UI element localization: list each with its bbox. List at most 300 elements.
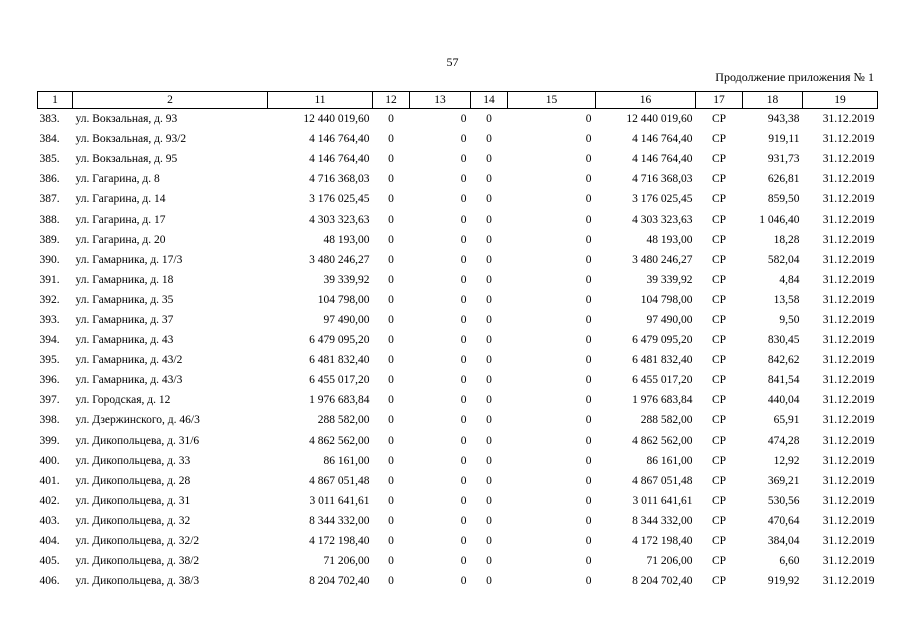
date-col-19: 31.12.2019 <box>822 434 875 447</box>
date-col-19: 31.12.2019 <box>822 575 875 588</box>
value-col-14: 0 <box>486 414 492 427</box>
value-col-18: 369,21 <box>767 474 800 487</box>
value-col-15: 0 <box>585 394 592 407</box>
value-col-16: 48 193,00 <box>646 233 693 246</box>
value-col-13: 0 <box>460 113 467 126</box>
value-col-13: 0 <box>460 213 467 226</box>
value-col-15: 0 <box>585 113 592 126</box>
value-col-11: 97 490,00 <box>323 313 370 326</box>
table-row <box>38 370 878 390</box>
date-col-19: 31.12.2019 <box>822 414 875 427</box>
value-col-18: 842,62 <box>767 354 800 367</box>
table-row <box>38 531 878 551</box>
value-col-14: 0 <box>486 133 492 146</box>
table-row <box>38 189 878 209</box>
address-cell: ул. Вокзальная, д. 93/2 <box>75 133 187 146</box>
address-cell: ул. Гамарника, д. 35 <box>75 293 174 306</box>
address-cell: ул. Гагарина, д. 20 <box>75 233 166 246</box>
value-col-18: 474,28 <box>767 434 800 447</box>
code-col-17: СР <box>711 133 727 146</box>
table-row <box>38 169 878 189</box>
value-col-18: 13,58 <box>773 293 800 306</box>
table-row <box>38 410 878 430</box>
value-col-18: 931,73 <box>767 153 800 166</box>
code-col-17: СР <box>711 313 727 326</box>
table-row <box>38 270 878 290</box>
value-col-16: 3 480 246,27 <box>632 253 693 266</box>
value-col-15: 0 <box>585 193 592 206</box>
table-row <box>38 109 878 130</box>
value-col-18: 841,54 <box>767 374 800 387</box>
value-col-11: 1 976 683,84 <box>309 394 370 407</box>
value-col-13: 0 <box>460 494 467 507</box>
value-col-13: 0 <box>460 434 467 447</box>
code-col-17: СР <box>711 213 727 226</box>
value-col-12: 0 <box>388 474 394 487</box>
value-col-11: 104 798,00 <box>317 293 370 306</box>
value-col-11: 8 344 332,00 <box>309 514 370 527</box>
value-col-16: 6 481 832,40 <box>632 354 693 367</box>
value-col-12: 0 <box>388 434 394 447</box>
code-col-17: СР <box>711 233 727 246</box>
value-col-15: 0 <box>585 575 592 588</box>
value-col-15: 0 <box>585 494 592 507</box>
value-col-18: 18,28 <box>773 233 800 246</box>
value-col-14: 0 <box>486 434 492 447</box>
column-header: 12 <box>373 92 410 109</box>
value-col-11: 4 716 368,03 <box>309 173 370 186</box>
value-col-18: 943,38 <box>767 113 800 126</box>
value-col-14: 0 <box>486 253 492 266</box>
date-col-19: 31.12.2019 <box>822 394 875 407</box>
value-col-14: 0 <box>486 293 492 306</box>
value-col-12: 0 <box>388 454 394 467</box>
code-col-17: СР <box>711 454 727 467</box>
row-number: 400. <box>39 454 60 467</box>
value-col-12: 0 <box>388 253 394 266</box>
page-number: 57 <box>446 55 459 69</box>
value-col-12: 0 <box>388 133 394 146</box>
value-col-13: 0 <box>460 555 467 568</box>
code-col-17: СР <box>711 293 727 306</box>
row-number: 388. <box>39 213 60 226</box>
table-row <box>38 330 878 350</box>
address-cell: ул. Дикопольцева, д. 32 <box>75 514 191 527</box>
value-col-18: 6,60 <box>779 555 800 568</box>
value-col-16: 39 339,92 <box>646 273 693 286</box>
value-col-14: 0 <box>486 354 492 367</box>
value-col-15: 0 <box>585 334 592 347</box>
address-cell: ул. Вокзальная, д. 95 <box>75 153 178 166</box>
date-col-19: 31.12.2019 <box>822 334 875 347</box>
value-col-13: 0 <box>460 193 467 206</box>
appendix-continuation-label: Продолжение приложения № 1 <box>715 70 874 84</box>
code-col-17: СР <box>711 173 727 186</box>
value-col-14: 0 <box>486 514 492 527</box>
value-col-16: 104 798,00 <box>640 293 693 306</box>
value-col-13: 0 <box>460 535 467 548</box>
value-col-13: 0 <box>460 334 467 347</box>
row-number: 390. <box>39 253 60 266</box>
address-cell: ул. Гагарина, д. 14 <box>75 193 166 206</box>
value-col-14: 0 <box>486 193 492 206</box>
value-col-18: 384,04 <box>767 535 800 548</box>
value-col-13: 0 <box>460 354 467 367</box>
value-col-13: 0 <box>460 293 467 306</box>
value-col-12: 0 <box>388 374 394 387</box>
table-row <box>38 290 878 310</box>
row-number: 402. <box>39 494 60 507</box>
row-number: 405. <box>39 555 60 568</box>
value-col-13: 0 <box>460 454 467 467</box>
row-number: 383. <box>39 113 60 126</box>
value-col-18: 9,50 <box>779 313 800 326</box>
table-row <box>38 250 878 270</box>
data-table <box>37 91 878 591</box>
column-header: 19 <box>803 92 878 109</box>
value-col-14: 0 <box>486 313 492 326</box>
value-col-15: 0 <box>585 213 592 226</box>
row-number: 391. <box>39 273 60 286</box>
value-col-16: 4 716 368,03 <box>632 173 693 186</box>
value-col-16: 1 976 683,84 <box>632 394 693 407</box>
table-row <box>38 431 878 451</box>
value-col-12: 0 <box>388 334 394 347</box>
value-col-18: 859,50 <box>767 193 800 206</box>
value-col-12: 0 <box>388 173 394 186</box>
value-col-16: 4 146 764,40 <box>632 153 693 166</box>
value-col-12: 0 <box>388 313 394 326</box>
value-col-12: 0 <box>388 354 394 367</box>
date-col-19: 31.12.2019 <box>822 535 875 548</box>
table-row <box>38 471 878 491</box>
value-col-12: 0 <box>388 494 394 507</box>
table-row <box>38 451 878 471</box>
value-col-13: 0 <box>460 374 467 387</box>
value-col-11: 4 146 764,40 <box>309 153 370 166</box>
value-col-11: 12 440 019,60 <box>303 113 370 126</box>
code-col-17: СР <box>711 575 727 588</box>
value-col-15: 0 <box>585 133 592 146</box>
table-row <box>38 571 878 591</box>
value-col-16: 12 440 019,60 <box>626 113 693 126</box>
value-col-18: 12,92 <box>773 454 800 467</box>
address-cell: ул. Гамарника, д. 37 <box>75 313 174 326</box>
date-col-19: 31.12.2019 <box>822 474 875 487</box>
value-col-16: 4 303 323,63 <box>632 213 693 226</box>
value-col-13: 0 <box>460 394 467 407</box>
code-col-17: СР <box>711 394 727 407</box>
value-col-15: 0 <box>585 514 592 527</box>
value-col-12: 0 <box>388 213 394 226</box>
row-number: 398. <box>39 414 60 427</box>
column-header: 11 <box>268 92 373 109</box>
column-header: 1 <box>38 92 73 109</box>
code-col-17: СР <box>711 434 727 447</box>
value-col-12: 0 <box>388 414 394 427</box>
table-row <box>38 129 878 149</box>
value-col-14: 0 <box>486 153 492 166</box>
value-col-15: 0 <box>585 555 592 568</box>
value-col-12: 0 <box>388 193 394 206</box>
code-col-17: СР <box>711 474 727 487</box>
value-col-18: 470,64 <box>767 514 800 527</box>
table-row <box>38 350 878 370</box>
value-col-13: 0 <box>460 575 467 588</box>
date-col-19: 31.12.2019 <box>822 514 875 527</box>
date-col-19: 31.12.2019 <box>822 555 875 568</box>
column-header: 16 <box>596 92 696 109</box>
value-col-11: 6 481 832,40 <box>309 354 370 367</box>
value-col-12: 0 <box>388 535 394 548</box>
value-col-15: 0 <box>585 454 592 467</box>
row-number: 403. <box>39 514 60 527</box>
value-col-12: 0 <box>388 575 394 588</box>
value-col-15: 0 <box>585 273 592 286</box>
address-cell: ул. Гамарника, д. 43 <box>75 334 174 347</box>
date-col-19: 31.12.2019 <box>822 153 875 166</box>
value-col-18: 919,92 <box>767 575 800 588</box>
address-cell: ул. Дикопольцева, д. 31 <box>75 494 191 507</box>
table-row <box>38 310 878 330</box>
address-cell: ул. Гамарника, д. 18 <box>75 273 174 286</box>
value-col-15: 0 <box>585 434 592 447</box>
code-col-17: СР <box>711 253 727 266</box>
value-col-15: 0 <box>585 414 592 427</box>
value-col-11: 71 206,00 <box>323 555 370 568</box>
value-col-13: 0 <box>460 253 467 266</box>
value-col-13: 0 <box>460 273 467 286</box>
value-col-12: 0 <box>388 153 394 166</box>
value-col-14: 0 <box>486 535 492 548</box>
value-col-18: 626,81 <box>767 173 800 186</box>
value-col-11: 4 172 198,40 <box>309 535 370 548</box>
row-number: 404. <box>39 535 60 548</box>
code-col-17: СР <box>711 334 727 347</box>
date-col-19: 31.12.2019 <box>822 313 875 326</box>
value-col-18: 1 046,40 <box>759 213 800 226</box>
value-col-16: 6 455 017,20 <box>632 374 693 387</box>
value-col-15: 0 <box>585 535 592 548</box>
column-header: 18 <box>743 92 803 109</box>
row-number: 399. <box>39 434 60 447</box>
value-col-13: 0 <box>460 414 467 427</box>
value-col-12: 0 <box>388 555 394 568</box>
date-col-19: 31.12.2019 <box>822 133 875 146</box>
code-col-17: СР <box>711 414 727 427</box>
value-col-16: 4 862 562,00 <box>632 434 693 447</box>
value-col-12: 0 <box>388 273 394 286</box>
value-col-15: 0 <box>585 253 592 266</box>
date-col-19: 31.12.2019 <box>822 293 875 306</box>
address-cell: ул. Дикопольцева, д. 33 <box>75 454 191 467</box>
code-col-17: СР <box>711 354 727 367</box>
value-col-13: 0 <box>460 514 467 527</box>
date-col-19: 31.12.2019 <box>822 273 875 286</box>
value-col-15: 0 <box>585 374 592 387</box>
address-cell: ул. Гамарника, д. 43/2 <box>75 354 183 367</box>
row-number: 396. <box>39 374 60 387</box>
table-row <box>38 230 878 250</box>
value-col-11: 8 204 702,40 <box>309 575 370 588</box>
table-row <box>38 390 878 410</box>
value-col-12: 0 <box>388 394 394 407</box>
address-cell: ул. Дикопольцева, д. 38/2 <box>75 555 200 568</box>
value-col-15: 0 <box>585 153 592 166</box>
value-col-13: 0 <box>460 153 467 166</box>
value-col-13: 0 <box>460 233 467 246</box>
value-col-16: 4 867 051,48 <box>632 474 693 487</box>
value-col-11: 3 176 025,45 <box>309 193 370 206</box>
value-col-12: 0 <box>388 293 394 306</box>
value-col-13: 0 <box>460 133 467 146</box>
date-col-19: 31.12.2019 <box>822 494 875 507</box>
row-number: 384. <box>39 133 60 146</box>
date-col-19: 31.12.2019 <box>822 354 875 367</box>
row-number: 401. <box>39 474 60 487</box>
value-col-18: 530,56 <box>767 494 800 507</box>
code-col-17: СР <box>711 273 727 286</box>
row-number: 394. <box>39 334 60 347</box>
code-col-17: СР <box>711 193 727 206</box>
value-col-15: 0 <box>585 354 592 367</box>
value-col-14: 0 <box>486 575 492 588</box>
value-col-18: 4,84 <box>779 273 800 286</box>
value-col-16: 4 172 198,40 <box>632 535 693 548</box>
address-cell: ул. Гамарника, д. 17/3 <box>75 253 183 266</box>
address-cell: ул. Вокзальная, д. 93 <box>75 113 178 126</box>
row-number: 385. <box>39 153 60 166</box>
address-cell: ул. Дикопольцева, д. 28 <box>75 474 191 487</box>
date-col-19: 31.12.2019 <box>822 454 875 467</box>
date-col-19: 31.12.2019 <box>822 233 875 246</box>
code-col-17: СР <box>711 153 727 166</box>
value-col-13: 0 <box>460 173 467 186</box>
value-col-13: 0 <box>460 474 467 487</box>
date-col-19: 31.12.2019 <box>822 213 875 226</box>
value-col-14: 0 <box>486 454 492 467</box>
value-col-13: 0 <box>460 313 467 326</box>
value-col-14: 0 <box>486 494 492 507</box>
value-col-16: 3 176 025,45 <box>632 193 693 206</box>
value-col-15: 0 <box>585 313 592 326</box>
header-row <box>38 92 878 109</box>
value-col-16: 8 344 332,00 <box>632 514 693 527</box>
value-col-14: 0 <box>486 555 492 568</box>
address-cell: ул. Гагарина, д. 8 <box>75 173 160 186</box>
date-col-19: 31.12.2019 <box>822 193 875 206</box>
column-header: 14 <box>471 92 508 109</box>
row-number: 406. <box>39 575 60 588</box>
row-number: 395. <box>39 354 60 367</box>
row-number: 387. <box>39 193 60 206</box>
column-header: 15 <box>508 92 596 109</box>
code-col-17: СР <box>711 535 727 548</box>
address-cell: ул. Городская, д. 12 <box>75 394 171 407</box>
value-col-18: 830,45 <box>767 334 800 347</box>
column-header: 13 <box>410 92 471 109</box>
value-col-11: 6 479 095,20 <box>309 334 370 347</box>
value-col-12: 0 <box>388 113 394 126</box>
value-col-18: 919,11 <box>768 133 800 146</box>
address-cell: ул. Дикопольцева, д. 31/6 <box>75 434 200 447</box>
value-col-12: 0 <box>388 233 394 246</box>
table-row <box>38 551 878 571</box>
value-col-11: 48 193,00 <box>323 233 370 246</box>
value-col-14: 0 <box>486 394 492 407</box>
value-col-11: 3 011 641,61 <box>309 494 370 507</box>
value-col-14: 0 <box>486 474 492 487</box>
value-col-18: 440,04 <box>767 394 800 407</box>
code-col-17: СР <box>711 113 727 126</box>
table-body <box>38 109 878 592</box>
table-row <box>38 491 878 511</box>
value-col-14: 0 <box>486 233 492 246</box>
value-col-18: 582,04 <box>767 253 800 266</box>
code-col-17: СР <box>711 555 727 568</box>
date-col-19: 31.12.2019 <box>822 374 875 387</box>
value-col-12: 0 <box>388 514 394 527</box>
date-col-19: 31.12.2019 <box>822 253 875 266</box>
value-col-15: 0 <box>585 293 592 306</box>
value-col-14: 0 <box>486 374 492 387</box>
value-col-16: 6 479 095,20 <box>632 334 693 347</box>
table-row <box>38 149 878 169</box>
value-col-11: 4 862 562,00 <box>309 434 370 447</box>
address-cell: ул. Дзержинского, д. 46/3 <box>75 414 200 427</box>
value-col-11: 39 339,92 <box>323 273 370 286</box>
value-col-14: 0 <box>486 334 492 347</box>
value-col-14: 0 <box>486 273 492 286</box>
address-cell: ул. Гамарника, д. 43/3 <box>75 374 183 387</box>
value-col-11: 4 146 764,40 <box>309 133 370 146</box>
address-cell: ул. Дикопольцева, д. 38/3 <box>75 575 200 588</box>
column-header: 2 <box>73 92 268 109</box>
code-col-17: СР <box>711 374 727 387</box>
value-col-16: 71 206,00 <box>646 555 693 568</box>
value-col-14: 0 <box>486 173 492 186</box>
table-row <box>38 209 878 229</box>
value-col-16: 97 490,00 <box>646 313 693 326</box>
value-col-14: 0 <box>486 113 492 126</box>
value-col-16: 86 161,00 <box>646 454 693 467</box>
row-number: 392. <box>39 293 60 306</box>
date-col-19: 31.12.2019 <box>822 113 875 126</box>
row-number: 393. <box>39 313 60 326</box>
value-col-16: 8 204 702,40 <box>632 575 693 588</box>
value-col-16: 288 582,00 <box>640 414 693 427</box>
value-col-11: 288 582,00 <box>317 414 370 427</box>
value-col-18: 65,91 <box>773 414 800 427</box>
value-col-15: 0 <box>585 233 592 246</box>
value-col-14: 0 <box>486 213 492 226</box>
value-col-11: 86 161,00 <box>323 454 370 467</box>
row-number: 389. <box>39 233 60 246</box>
row-number: 397. <box>39 394 60 407</box>
date-col-19: 31.12.2019 <box>822 173 875 186</box>
code-col-17: СР <box>711 514 727 527</box>
code-col-17: СР <box>711 494 727 507</box>
value-col-11: 4 867 051,48 <box>309 474 370 487</box>
value-col-15: 0 <box>585 173 592 186</box>
value-col-16: 3 011 641,61 <box>632 494 693 507</box>
value-col-15: 0 <box>585 474 592 487</box>
address-cell: ул. Дикопольцева, д. 32/2 <box>75 535 200 548</box>
value-col-11: 6 455 017,20 <box>309 374 370 387</box>
table-row <box>38 511 878 531</box>
column-header: 17 <box>696 92 743 109</box>
value-col-11: 4 303 323,63 <box>309 213 370 226</box>
